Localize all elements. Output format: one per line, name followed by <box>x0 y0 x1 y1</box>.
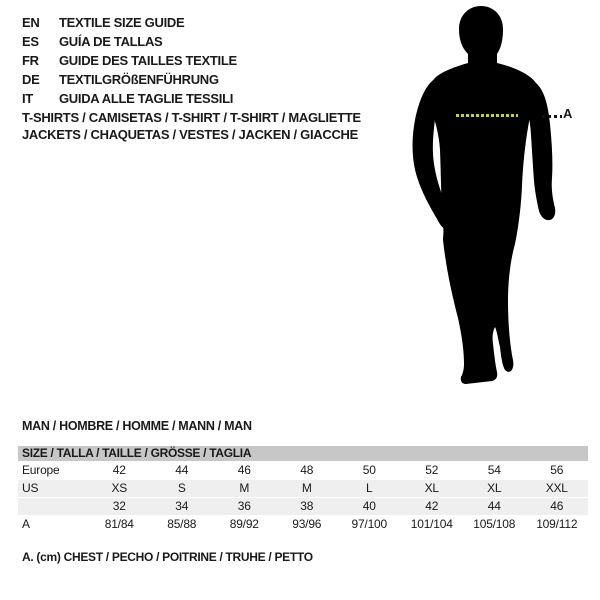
section-title-man: MAN / HOMBRE / HOMME / MANN / MAN <box>22 419 252 433</box>
language-row <box>22 70 237 89</box>
language-row <box>22 51 237 70</box>
size-cell: M <box>301 481 312 495</box>
size-cell: S <box>177 481 186 495</box>
size-cell: 81/84 <box>104 517 134 531</box>
man-silhouette-svg <box>405 0 585 402</box>
size-cell: 48 <box>300 463 314 477</box>
language-label: GUIDA ALLE TAGLIE TESSILI <box>59 91 234 106</box>
size-cell: 42 <box>112 463 126 477</box>
size-cell: 109/112 <box>536 517 578 531</box>
language-label: GUIDE DES TAILLES TEXTILE <box>59 53 237 68</box>
row-label: Europe <box>22 463 60 477</box>
size-cell: 44 <box>487 499 501 513</box>
size-cell: 52 <box>425 463 439 477</box>
measure-label-a: A <box>563 106 573 121</box>
size-cell: XS <box>111 481 128 495</box>
size-cell: 36 <box>237 499 251 513</box>
size-cell: 38 <box>300 499 314 513</box>
size-cell: 93/96 <box>292 517 322 531</box>
size-cell: XXL <box>545 481 568 495</box>
language-row <box>22 13 237 32</box>
table-row <box>18 498 588 516</box>
category-line-jackets: JACKETS / CHAQUETAS / VESTES / JACKEN / GIACCHE <box>22 127 358 142</box>
size-cell: 42 <box>425 499 439 513</box>
man-silhouette-figure <box>405 0 585 402</box>
chest-measure-line <box>456 114 518 117</box>
size-cell: 34 <box>175 499 189 513</box>
row-label: US <box>22 481 39 495</box>
size-table-header: SIZE / TALLA / TAILLE / GRÖSSE / TAGLIA <box>18 446 588 461</box>
size-cell: 32 <box>112 499 126 513</box>
size-cell: L <box>366 481 373 495</box>
language-code: IT <box>22 91 33 106</box>
language-row <box>22 32 237 51</box>
language-label: TEXTILE SIZE GUIDE <box>59 15 185 30</box>
language-code: FR <box>22 53 39 68</box>
size-cell: 56 <box>550 463 564 477</box>
row-label <box>18 498 88 515</box>
row-label: A <box>22 517 30 531</box>
size-cell: 44 <box>175 463 189 477</box>
language-code: DE <box>22 72 40 87</box>
category-lines <box>22 109 361 143</box>
size-table-body <box>18 462 588 534</box>
size-cell: 105/108 <box>473 517 516 531</box>
size-cell: 50 <box>362 463 376 477</box>
language-label: TEXTILGRÖßENFÜHRUNG <box>59 72 219 87</box>
table-row <box>18 516 588 534</box>
table-row <box>18 462 588 480</box>
language-label: GUÍA DE TALLAS <box>59 34 163 49</box>
size-cell: 46 <box>237 463 251 477</box>
size-cell: M <box>239 481 250 495</box>
size-cell: 46 <box>550 499 564 513</box>
category-line-tshirts: T-SHIRTS / CAMISETAS / T-SHIRT / T-SHIRT / MAGLIETTE <box>22 110 361 125</box>
language-code: EN <box>22 15 40 30</box>
size-cell: 89/92 <box>229 517 259 531</box>
size-cell: 101/104 <box>410 517 453 531</box>
size-table <box>18 446 588 534</box>
measure-pointer-dashes <box>542 115 562 118</box>
size-cell: 85/88 <box>167 517 197 531</box>
size-cell: XL <box>487 481 502 495</box>
size-cell: 97/100 <box>351 517 387 531</box>
language-guide-list <box>22 13 237 108</box>
man-silhouette <box>413 6 556 384</box>
measurement-footnote: A. (cm) CHEST / PECHO / POITRINE / TRUHE / PETTO <box>22 550 313 564</box>
size-cell: XL <box>424 481 439 495</box>
size-cell: 54 <box>487 463 501 477</box>
size-cell: 40 <box>362 499 376 513</box>
table-row <box>18 480 588 498</box>
language-code: ES <box>22 34 39 49</box>
language-row <box>22 89 237 108</box>
